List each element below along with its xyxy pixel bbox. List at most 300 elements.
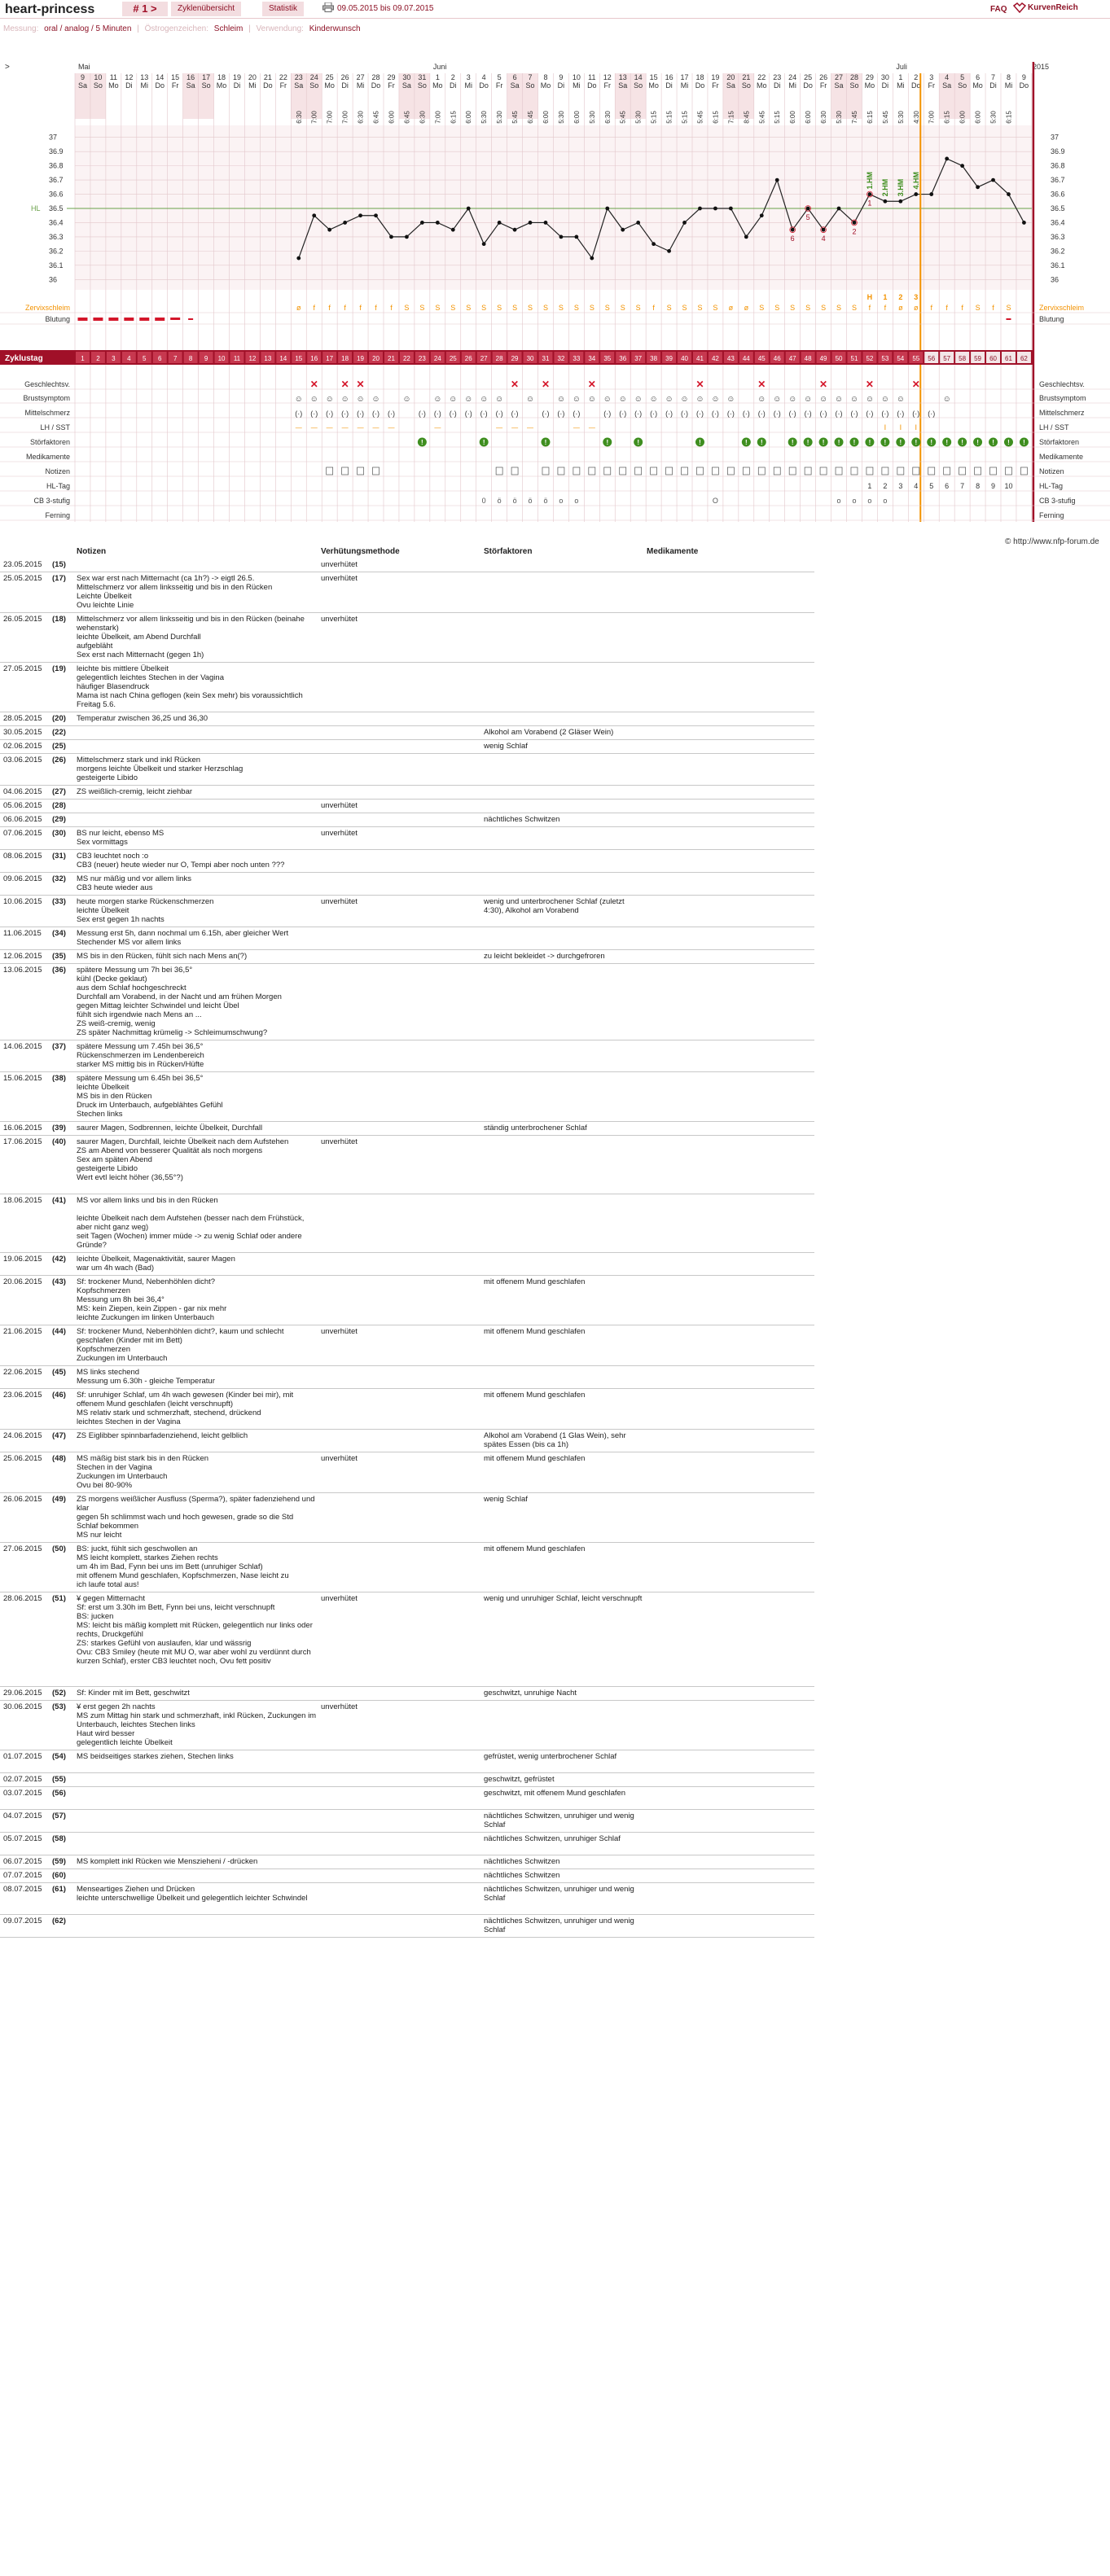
row-notes: spätere Messung um 6.45h bei 36,5° leichte Übelkeit MS bis in den Rücken Druck im Unterbauch, aufgeblähtes Gefühl Stechen links [77,1074,223,1119]
row-date: 14.06.2015 [3,1042,42,1051]
row-date: 02.07.2015 [3,1775,42,1784]
note-icon [635,467,642,475]
cycle-day-number: 13 [264,355,272,362]
row-date: 23.06.2015 [3,1391,42,1400]
mittelschmerz-mark: (·) [619,410,627,418]
day-number: 23 [773,73,782,81]
cycle-day-number: 52 [866,355,874,362]
cycle-day-number: 12 [248,355,257,362]
row-verhuetung: unverhütet [321,801,358,810]
weekday-label: So [201,81,211,90]
note-icon [511,467,518,475]
mittelschmerz-mark: (·) [511,410,519,418]
weekday-label: So [525,81,535,90]
intercourse-mark: ✕ [340,379,349,390]
row-cycle-day: (33) [52,897,66,906]
note-icon [851,467,858,475]
weekday-label: Sa [942,81,952,90]
row-date: 21.06.2015 [3,1327,42,1336]
row-date: 19.06.2015 [3,1255,42,1264]
disturbance-mark-text: ! [806,439,809,446]
table-row [0,827,814,850]
table-row [0,1701,814,1750]
row-cycle-day: (57) [52,1812,66,1820]
table-row [0,712,814,726]
copyright: © http://www.nfp-forum.de [1005,537,1099,546]
row-notes: Menseartiges Ziehen und Drücken leichte unterschwellige Übelkeit und gelegentlich leichter Schwindel [77,1885,308,1903]
y-tick-right: 36.5 [1051,204,1065,212]
weekday-label: Do [803,81,813,90]
table-row [0,1325,814,1366]
row-cycle-day: (28) [52,801,66,810]
bleeding-strong [155,318,165,321]
temperature-point [513,228,517,232]
top-bar [0,0,1110,19]
row-date: 07.07.2015 [3,1871,42,1880]
temperature-point [389,235,393,239]
weekday-label: Do [263,81,273,90]
day-number: 14 [634,73,643,81]
row-label-mittel: Mittelschmerz [24,409,70,417]
day-number: 31 [418,73,427,81]
cycle-day-number: 32 [557,355,565,362]
measure-time: 6:00 [959,111,967,124]
row-date: 16.06.2015 [3,1124,42,1132]
measure-time: 6:00 [573,111,581,124]
disturbance-mark-text: ! [699,439,701,446]
temperature-point [327,228,331,232]
breast-symptom-mark: ☺ [634,395,643,404]
row-notes: MS links stechend Messung um 6.30h - gleiche Temperatur [77,1368,215,1386]
y-tick-right: 36.8 [1051,161,1065,170]
row-cycle-day: (35) [52,952,66,961]
row-cycle-day: (53) [52,1702,66,1711]
table-row [0,1253,814,1276]
measure-time: 6:00 [789,111,797,124]
row-date: 20.06.2015 [3,1277,42,1286]
y-tick-right: 36.3 [1051,232,1065,241]
high-label: 4.HM [911,172,920,190]
row-cycle-day: (49) [52,1495,66,1504]
measure-time: 7:00 [341,111,349,124]
table-row [0,1389,814,1430]
cycle-day-number: 25 [449,355,457,362]
weekday-label: Fr [819,81,827,90]
day-number: 8 [1006,73,1011,81]
measure-time: 5:30 [989,111,998,124]
weekday-label: Mo [648,81,659,90]
zervix-mark: S [481,304,487,312]
mittelschmerz-mark: (·) [695,410,704,418]
row-stoerfaktoren: nächtliches Schwitzen, unruhiger und wenig Schlaf [484,1917,637,1934]
logo-icon [1013,2,1026,14]
table-row [0,1687,814,1701]
breast-symptom-mark: ☺ [773,395,782,404]
row-verhuetung: unverhütet [321,1594,358,1603]
hl-day-number: 5 [929,482,934,490]
cycle-nav-button[interactable]: # 1 > [122,2,168,16]
day-number: 15 [171,73,180,81]
table-row [0,800,814,813]
cycle-day-number: 49 [819,355,827,362]
weekday-label: Mi [464,81,472,90]
cycle-day-number: 53 [881,355,889,362]
cb3-mark: O [712,497,718,505]
day-number: 11 [109,73,118,81]
bleeding-light [1006,318,1011,320]
temperature-point [621,228,625,232]
cycle-day-number: 17 [326,355,334,362]
note-icon [358,467,364,475]
row-cycle-day: (42) [52,1255,66,1264]
temperature-point [605,207,609,211]
note-icon [897,467,904,475]
zervix-mark: S [666,304,672,312]
high-label: 3.HM [896,178,905,197]
measure-time: 7:15 [727,111,735,124]
day-number: 11 [588,73,596,81]
measure-time: 6:30 [603,111,612,124]
day-number: 8 [543,73,548,81]
zervix-mark: f [945,304,948,312]
mittelschmerz-mark: (·) [835,410,843,418]
weekday-label: Di [557,81,565,90]
cycle-day-number: 29 [511,355,519,362]
breast-symptom-mark: ☺ [325,395,334,404]
temperature-point [1007,192,1011,196]
weekday-label: Di [989,81,997,90]
day-number: 13 [618,73,627,81]
cycle-day-number: 11 [233,355,241,362]
day-number: 19 [711,73,720,81]
measure-time: 6:15 [450,111,458,124]
cycle-day-number: 51 [850,355,858,362]
cycle-day-number: 58 [959,355,967,362]
weekday-label: Fr [171,81,179,90]
day-number: 4 [945,73,950,81]
breast-symptom-mark: ☺ [449,395,458,404]
cycle-day-number: 28 [495,355,503,362]
weekday-label: Sa [401,81,411,90]
oestrogen-value: Schleim [213,24,243,33]
cycle-day-number: 9 [204,355,208,362]
cycle-day-number: 61 [1005,355,1012,362]
temperature-point [775,178,779,182]
row-date: 24.06.2015 [3,1431,42,1440]
cycle-day-number: 39 [665,355,673,362]
cycle-day-number: 35 [603,355,612,362]
intercourse-mark: ✕ [511,379,520,390]
temperature-point [482,242,486,246]
row-notes: Sf: unruhiger Schlaf, um 4h wach gewesen (Kinder bei mir), mit offenem Mund geschlafen (leicht verschnupft) MS relativ stark und schmerzhaft, stechend, drückend leichtes Stechen in der Vagina [77,1391,294,1426]
weekday-label: Mi [356,81,365,90]
tab-statistik[interactable]: Statistik [262,2,304,16]
row-cycle-day: (34) [52,929,66,938]
row-date: 28.06.2015 [3,1594,42,1603]
note-icon [589,467,595,475]
note-icon [558,467,564,475]
measure-time: 6:15 [712,111,720,124]
weekday-label: So [849,81,859,90]
y-tick-left: 36.4 [49,218,64,227]
disturbance-mark-text: ! [961,439,963,446]
table-row [0,1592,814,1687]
table-row [0,740,814,754]
cb3-mark: o [883,497,888,505]
mittelschmerz-mark: (·) [681,410,689,418]
weekday-label: Mo [324,81,335,90]
measure-time: 6:30 [820,111,828,124]
note-icon [836,467,842,475]
weekday-label: Fr [388,81,395,90]
measure-time: 6:15 [1005,111,1013,124]
day-number: 6 [976,73,981,81]
zervix-mark: S [466,304,472,312]
cycle-chart [0,62,1110,534]
day-number: 10 [94,73,103,81]
y-tick-right: 36.9 [1051,147,1065,156]
lh-mark: I [899,423,902,432]
day-number: 2 [450,73,455,81]
table-row [0,1750,814,1773]
temperature-point [914,192,918,196]
cb3-mark: o [574,497,579,505]
cycle-day-number: 23 [418,355,426,362]
weekday-label: Fr [495,81,503,90]
row-label-right-blutung: Blutung [1039,315,1064,323]
breast-symptom-mark: ☺ [695,395,704,404]
breast-symptom-mark: ☺ [818,395,828,404]
cycle-day-number: 47 [788,355,796,362]
row-cycle-day: (44) [52,1327,66,1336]
mittelschmerz-mark: (·) [897,410,905,418]
row-label-right-ferning: Ferning [1039,511,1064,519]
measure-time: 5:30 [480,111,489,124]
cycle-day-number: 57 [943,355,951,362]
day-number: 14 [156,73,165,81]
row-stoerfaktoren: mit offenem Mund geschlafen [484,1454,586,1463]
note-icon [820,467,827,475]
breast-symptom-mark: ☺ [433,395,442,404]
weekday-label: Sa [834,81,844,90]
day-number: 7 [991,73,996,81]
note-icon [990,467,997,475]
row-date: 07.06.2015 [3,829,42,838]
row-stoerfaktoren: wenig Schlaf [484,1495,528,1504]
mittelschmerz-mark: (·) [881,410,889,418]
weekday-label: So [309,81,319,90]
row-cycle-day: (29) [52,815,66,824]
row-cycle-day: (61) [52,1885,66,1894]
day-number: 25 [325,73,334,81]
row-stoerfaktoren: nächtliches Schwitzen, unruhiger und wenig Schlaf [484,1812,637,1829]
hl-day-number: 4 [914,482,919,490]
cycle-day-number: 18 [341,355,349,362]
day-number: 27 [356,73,365,81]
bleeding-light [188,318,193,320]
cb3-mark: o [852,497,857,505]
row-date: 08.06.2015 [3,852,42,861]
row-cycle-day: (19) [52,664,66,673]
print-icon[interactable] [322,2,334,12]
zervix-mark: f [992,304,994,312]
y-tick-right: 36.4 [1051,218,1065,227]
y-tick-left: 36.3 [49,232,64,241]
table-row [0,1883,814,1915]
low-label: 4 [821,234,826,243]
measure-time: 7:45 [850,111,858,124]
mittelschmerz-mark: (·) [387,410,395,418]
table-row [0,572,814,613]
y-tick-left: 36.5 [49,204,64,212]
zervix-mark: S [1006,304,1011,312]
weekday-label: Di [233,81,241,90]
zervix-mark: S [975,304,981,312]
note-icon [867,467,873,475]
y-tick-right: 36.2 [1051,247,1065,256]
day-number: 26 [819,73,828,81]
intercourse-mark: ✕ [587,379,596,390]
measure-time: 5:45 [881,111,889,124]
disturbance-mark-text: ! [884,439,887,446]
row-label-brust: Brustsymptom [23,394,70,402]
row-notes: Sf: Kinder mit im Bett, geschwitzt [77,1689,190,1698]
row-label-right-medi: Medikamente [1039,453,1084,461]
measure-time: 4:30 [912,111,920,124]
mittelschmerz-mark: (·) [603,410,612,418]
row-label-right-notizen: Notizen [1039,467,1064,475]
zervix-mark: S [713,304,718,312]
row-cycle-day: (46) [52,1391,66,1400]
weekday-label: Do [587,81,597,90]
row-label-right-zervix: Zervixschleim [1039,304,1085,312]
row-stoerfaktoren: geschwitzt, gefrüstet [484,1775,555,1784]
row-notes: MS bis in den Rücken, fühlt sich nach Mens an(?) [77,952,248,961]
hl-day-number: 8 [976,482,981,490]
zervix-mark: S [573,304,579,312]
row-date: 01.07.2015 [3,1752,42,1761]
temperature-point [358,213,362,217]
month-label: Juni [432,63,447,71]
weekday-label: So [634,81,643,90]
row-stoerfaktoren: ständig unterbrochener Schlaf [484,1124,587,1132]
faq-link[interactable]: FAQ [990,5,1007,14]
day-number: 20 [248,73,257,81]
measure-time: 5:30 [634,111,643,124]
row-cycle-day: (59) [52,1857,66,1866]
row-date: 28.05.2015 [3,714,42,723]
cycle-day-number: 40 [681,355,688,362]
temperature-point [652,242,656,246]
row-notes: MS beidseitiges starkes ziehen, Stechen links [77,1752,234,1761]
measure-time: 6:45 [403,111,411,124]
cycle-day-number: 10 [217,355,226,362]
cycle-day-number: 26 [464,355,472,362]
day-number: 26 [340,73,349,81]
row-cycle-day: (18) [52,615,66,624]
temperature-point [883,199,887,204]
temperature-point [729,207,733,211]
day-number: 24 [788,73,797,81]
row-cycle-day: (60) [52,1871,66,1880]
row-label-ferning: Ferning [45,511,70,519]
breast-symptom-mark: ☺ [618,395,627,404]
zervix-mark: S [604,304,610,312]
breast-symptom-mark: ☺ [525,395,535,404]
row-date: 04.07.2015 [3,1812,42,1820]
measure-time: 6:30 [295,111,303,124]
weekday-label: Di [665,81,673,90]
temperature-point [405,235,409,239]
h-label: 2 [898,293,903,301]
messung-value: oral / analog / 5 Minuten [44,24,132,33]
measure-time: 8:45 [743,111,751,124]
weekday-label: So [741,81,751,90]
cycle-day-number: 59 [974,355,982,362]
row-stoerfaktoren: mit offenem Mund geschlafen [484,1391,586,1400]
zervix-mark: S [450,304,456,312]
disturbance-mark-text: ! [837,439,840,446]
tab-zyklenuebersicht[interactable]: Zyklenübersicht [171,2,241,16]
disturbance-mark-text: ! [930,439,933,446]
cb3-mark: o [836,497,841,505]
y-tick-left: 36.9 [49,147,64,156]
y-tick-right: 37 [1051,133,1060,142]
row-date: 27.06.2015 [3,1544,42,1553]
day-number: 20 [726,73,735,81]
row-date: 13.06.2015 [3,966,42,975]
row-notes: Messung erst 5h, dann nochmal um 6.15h, aber gleicher Wert Stechender MS vor allem links [77,929,289,947]
weekday-label: Di [125,81,133,90]
cycle-day-number: 60 [989,355,997,362]
day-number: 6 [512,73,517,81]
zervix-mark: S [528,304,533,312]
row-date: 25.05.2015 [3,574,42,583]
row-notes: spätere Messung um 7.45h bei 36,5° Rückenschmerzen im Lendenbereich starker MS mittig bis in Rücken/Hüfte [77,1042,204,1069]
mittelschmerz-mark: (·) [634,410,643,418]
cycle-day-number: 4 [127,355,131,362]
day-number: 9 [80,73,85,81]
cycle-day-number: 55 [912,355,920,362]
y-tick-left: 36.8 [49,161,64,170]
note-icon [342,467,349,475]
zervix-mark: f [884,304,887,312]
intercourse-mark: ✕ [911,379,920,390]
day-number: 7 [528,73,533,81]
temperature-point [498,221,502,225]
row-notes: MS vor allem links und bis in den Rücken leichte Übelkeit nach dem Aufstehen (besser nach dem Frühstück, aber nicht ganz weg) seit Tagen (Wochen) immer müde -> zu wenig Schlaf oder andere Gründe? [77,1196,305,1250]
row-stoerfaktoren: gefrüstet, wenig unterbrochener Schlaf [484,1752,617,1761]
breast-symptom-mark: ☺ [649,395,658,404]
header-stoerfaktoren: Störfaktoren [484,547,533,556]
breast-symptom-mark: ☺ [849,395,859,404]
day-number: 2 [914,73,919,81]
row-cycle-day: (27) [52,787,66,796]
temperature-point [296,256,301,261]
weekday-label: Mo [864,81,875,90]
weekday-label: Sa [726,81,735,90]
table-row [0,850,814,873]
y-tick-left: 36.6 [49,190,64,199]
zervix-mark: f [868,304,871,312]
row-notes: MS komplett inkl Rücken wie Menszieheni / -drücken [77,1857,258,1866]
bleeding-strong [124,318,134,321]
temperature-point [312,213,316,217]
row-notes: heute morgen starke Rückenschmerzen leichte Übelkeit Sex erst gegen 1h nachts [77,897,214,924]
mittelschmerz-mark: (·) [912,410,920,418]
temperature-point [590,256,594,261]
row-date: 18.06.2015 [3,1196,42,1205]
